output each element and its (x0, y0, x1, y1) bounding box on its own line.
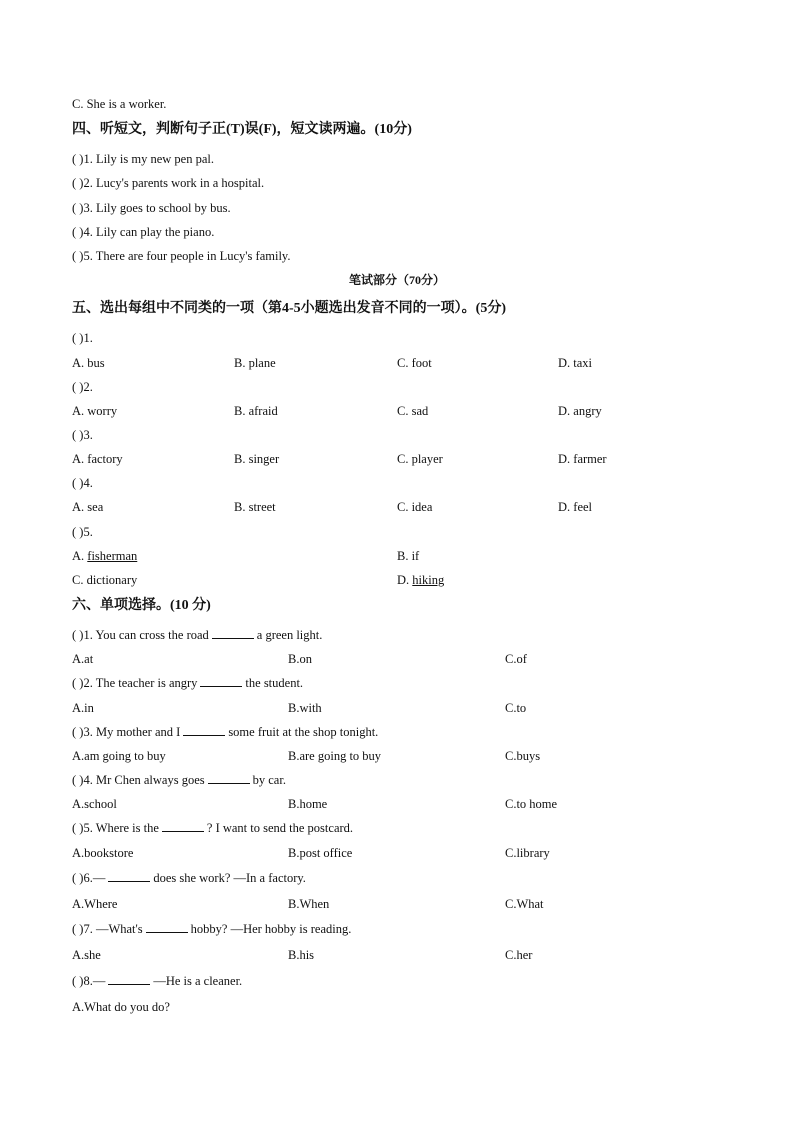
section4-item-4: ( )4. Lily can play the piano. (72, 225, 215, 239)
s6-q8-blank (108, 974, 150, 985)
section4-item-1: ( )1. Lily is my new pen pal. (72, 152, 214, 166)
s5-q2-option-c: C. sad (397, 404, 429, 418)
s6-q6-stem-pre: ( )6.— (72, 871, 106, 885)
s5-q2-option-b: B. afraid (234, 404, 278, 418)
s6-q2-option-a: A.in (72, 701, 94, 715)
section4-title: 四、听短文，判断句子正(T)误(F)，短文读两遍。(10分) (72, 122, 412, 137)
s6-q5-option-c: C.library (505, 846, 550, 860)
s6-q6-option-c: C.What (505, 897, 544, 911)
section4-item-3: ( )3. Lily goes to school by bus. (72, 201, 231, 215)
s6-q4-stem-post: by car. (252, 773, 286, 787)
s5-q3-option-b: B. singer (234, 452, 280, 466)
s5-q5-option-a (72, 548, 137, 564)
s6-q4-option-c: C.to home (505, 797, 558, 811)
s5-q5-option-d (397, 572, 444, 588)
s6-q4-blank (208, 773, 250, 784)
section4-item-2: ( )2. Lucy's parents work in a hospital. (72, 176, 265, 190)
s5-q4-stem: ( )4. (72, 476, 93, 490)
s6-q4-option-a: A.school (72, 797, 117, 811)
s6-q1-stem (72, 627, 322, 643)
s6-q7-option-b: B.his (288, 948, 315, 962)
s5-q5-option-d-word: hiking (412, 573, 445, 587)
s5-q4-option-a: A. sea (72, 500, 104, 514)
s5-q5-stem: ( )5. (72, 525, 93, 539)
written-part-label: 笔试部分（70分） (348, 273, 445, 287)
s6-q4-stem-pre: ( )4. Mr Chen always goes (72, 773, 205, 787)
s6-q3-stem-post: some fruit at the shop tonight. (228, 725, 379, 739)
s6-q7-blank (146, 922, 188, 933)
s5-q5-option-b: B. if (397, 549, 420, 563)
s6-q5-stem-pre: ( )5. Where is the (72, 821, 159, 835)
s5-q2-option-d: D. angry (558, 404, 602, 418)
s6-q8-stem-post: —He is a cleaner. (153, 974, 243, 988)
s6-q3-blank (183, 725, 225, 736)
s5-q2-option-a: A. worry (72, 404, 118, 418)
s6-q3-stem-pre: ( )3. My mother and I (72, 725, 181, 739)
s5-q1-option-d: D. taxi (558, 356, 593, 370)
s5-q5-option-a-prefix: A. (72, 549, 88, 563)
s6-q5-option-b: B.post office (288, 846, 353, 860)
s6-q3-option-b: B.are going to buy (288, 749, 382, 763)
s6-q2-option-c: C.to (505, 701, 527, 715)
s6-q5-blank (162, 821, 204, 832)
section5-title: 五、选出每组中不同类的一项（第4-5小题选出发音不同的一项）。(5分) (72, 301, 506, 316)
s6-q2-stem (72, 675, 303, 691)
s6-q7-option-a: A.she (72, 948, 101, 962)
s6-q7-stem-pre: ( )7. —What's (72, 922, 143, 936)
s6-q1-stem-post: a green light. (256, 628, 323, 642)
s6-q4-stem (72, 772, 286, 788)
s6-q2-stem-post: the student. (245, 676, 304, 690)
s6-q8-option-a: A.What do you do? (72, 1000, 170, 1014)
s6-q2-stem-pre: ( )2. The teacher is angry (72, 676, 198, 690)
s6-q6-option-b: B.When (288, 897, 330, 911)
s6-q1-option-a: A.at (72, 652, 94, 666)
s5-q3-option-a: A. factory (72, 452, 123, 466)
s6-q6-stem (72, 870, 306, 886)
s5-q2-stem: ( )2. (72, 380, 93, 394)
s6-q8-stem (72, 973, 242, 989)
previous-option: C. She is a worker. (72, 97, 167, 111)
s5-q4-option-d: D. feel (558, 500, 593, 514)
s6-q3-option-a: A.am going to buy (72, 749, 166, 763)
s5-q4-option-b: B. street (234, 500, 276, 514)
s6-q8-stem-pre: ( )8.— (72, 974, 106, 988)
s6-q5-option-a: A.bookstore (72, 846, 134, 860)
section4-item-5: ( )5. There are four people in Lucy's family. (72, 249, 291, 263)
s6-q6-blank (108, 871, 150, 882)
s6-q6-stem-post: does she work? —In a factory. (153, 871, 306, 885)
s6-q6-option-a: A.Where (72, 897, 118, 911)
s6-q7-stem-post: hobby? —Her hobby is reading. (190, 922, 352, 936)
s6-q1-blank (212, 628, 254, 639)
s5-q4-option-c: C. idea (397, 500, 433, 514)
s6-q1-option-b: B.on (288, 652, 312, 666)
s5-q3-stem: ( )3. (72, 428, 93, 442)
s6-q1-option-c: C.of (505, 652, 527, 666)
s5-q1-option-c: C. foot (397, 356, 432, 370)
s5-q5-option-d-prefix: D. (397, 573, 413, 587)
s5-q1-option-b: B. plane (234, 356, 276, 370)
s6-q1-stem-pre: ( )1. You can cross the road (72, 628, 209, 642)
s6-q2-blank (200, 676, 242, 687)
s6-q7-stem (72, 921, 351, 937)
s6-q4-option-b: B.home (288, 797, 328, 811)
s6-q7-option-c: C.her (505, 948, 533, 962)
s5-q5-option-a-word: fisherman (87, 549, 138, 563)
s6-q2-option-b: B.with (288, 701, 322, 715)
s5-q5-option-c: C. dictionary (72, 573, 138, 587)
s5-q1-option-a: A. bus (72, 356, 105, 370)
s5-q1-stem: ( )1. (72, 331, 93, 345)
s5-q3-option-d: D. farmer (558, 452, 607, 466)
s6-q3-stem (72, 724, 378, 740)
s6-q5-stem (72, 820, 353, 836)
s6-q5-stem-post: ? I want to send the postcard. (206, 821, 354, 835)
section6-title: 六、单项选择。(10 分) (72, 598, 211, 613)
s6-q3-option-c: C.buys (505, 749, 541, 763)
s5-q3-option-c: C. player (397, 452, 443, 466)
